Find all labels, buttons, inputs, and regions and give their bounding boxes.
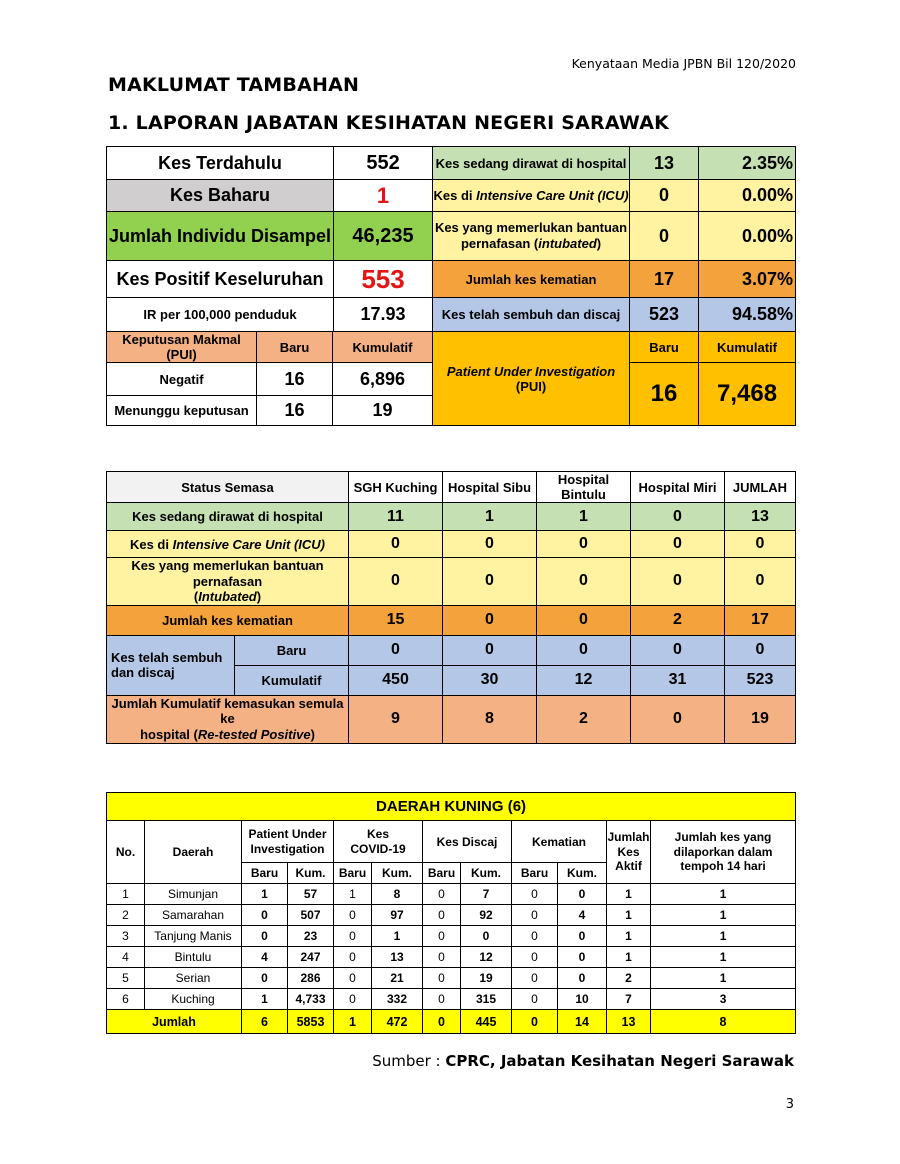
pui-row-label: Menunggu keputusan <box>107 396 257 426</box>
status-table <box>106 471 796 744</box>
pui-label: Patient Under Investigation (PUI) <box>433 332 630 426</box>
cell: 0 <box>242 968 288 989</box>
cell: 2 <box>631 605 725 635</box>
cell: 0 <box>537 531 631 558</box>
pui-table-header: Keputusan Makmal (PUI) <box>107 332 257 363</box>
sembuh-value: 523 <box>630 298 699 332</box>
table-row <box>107 989 796 1010</box>
cell: 0 <box>443 531 537 558</box>
pui-baru-value: 16 <box>630 363 699 426</box>
page-number: 3 <box>785 1097 794 1112</box>
cell: 4,733 <box>288 989 334 1010</box>
subheader-baru: Baru <box>423 863 461 884</box>
subheader-kum: Kum. <box>372 863 423 884</box>
cell: 332 <box>372 989 423 1010</box>
cell: 0 <box>512 968 558 989</box>
icu-value: 0 <box>630 180 699 212</box>
cell: 7 <box>607 989 651 1010</box>
icu-pct: 0.00% <box>699 180 796 212</box>
pui-row-kumulatif: 6,896 <box>333 363 433 396</box>
cell: 11 <box>349 503 443 531</box>
cell: 0 <box>334 947 372 968</box>
cell: 0 <box>349 531 443 558</box>
pui-row-kumulatif: 19 <box>333 396 433 426</box>
daerah-kuning-table <box>106 792 796 1034</box>
icu-label: Kes di Intensive Care Unit (ICU) <box>433 180 630 212</box>
header-no: No. <box>107 821 145 884</box>
column-header: Hospital Bintulu <box>537 472 631 503</box>
cell: 0 <box>349 558 443 606</box>
cell: 1 <box>242 884 288 905</box>
cell: 0 <box>512 905 558 926</box>
intubated-value: 0 <box>630 212 699 261</box>
cell: 1 <box>607 926 651 947</box>
cell: 0 <box>443 605 537 635</box>
cell: 30 <box>443 665 537 695</box>
pui-row-baru: 16 <box>257 363 333 396</box>
pui-col-kumulatif: Kumulatif <box>333 332 433 363</box>
cell: 0 <box>631 531 725 558</box>
cell: 0 <box>512 926 558 947</box>
cell: 1 <box>372 926 423 947</box>
table-row <box>107 968 796 989</box>
cell: 3 <box>107 926 145 947</box>
cell: 7 <box>461 884 512 905</box>
cell: 0 <box>423 884 461 905</box>
daerah-name: Samarahan <box>145 905 242 926</box>
cell: 0 <box>242 926 288 947</box>
cell: 0 <box>631 558 725 606</box>
ir-value: 17.93 <box>360 304 406 324</box>
table-row <box>107 884 796 905</box>
jumlah-disampel-label: Jumlah Individu Disampel <box>107 212 334 260</box>
cell: 6 <box>107 989 145 1010</box>
cell: 8 <box>372 884 423 905</box>
table-row <box>107 905 796 926</box>
cell: 13 <box>372 947 423 968</box>
cell: 21 <box>372 968 423 989</box>
cell: 5 <box>107 968 145 989</box>
cell: 31 <box>631 665 725 695</box>
cell: 523 <box>725 665 796 695</box>
cell: 0 <box>631 503 725 531</box>
subheader-baru: Baru <box>242 863 288 884</box>
cell: 0 <box>334 968 372 989</box>
section-title: 1. LAPORAN JABATAN KESIHATAN NEGERI SARAWAK <box>108 112 670 134</box>
row-label-hospital: Kes sedang dirawat di hospital <box>107 503 349 531</box>
kes-baharu-value: 1 <box>376 182 390 208</box>
subheader-baru: Baru <box>334 863 372 884</box>
total-cell: 445 <box>461 1010 512 1034</box>
total-row <box>107 1010 796 1034</box>
cell: 0 <box>631 635 725 665</box>
cell: 0 <box>537 635 631 665</box>
kes-terdahulu-label: Kes Terdahulu <box>107 147 334 179</box>
total-cell: 1 <box>334 1010 372 1034</box>
cell: 2 <box>107 905 145 926</box>
cell: 0 <box>423 968 461 989</box>
cell: 97 <box>372 905 423 926</box>
pui-row-baru: 16 <box>257 396 333 426</box>
kematian-value: 17 <box>630 261 699 298</box>
sembuh-label: Kes telah sembuh dan discaj <box>433 298 630 332</box>
column-header: Hospital Miri <box>631 472 725 503</box>
kuning-title: DAERAH KUNING (6) <box>107 793 796 821</box>
header-dilaporkan: Jumlah kes yang dilaporkan dalam tempoh 14 hari <box>651 821 796 884</box>
kes-positif-label: Kes Positif Keseluruhan <box>107 261 334 297</box>
cell: 9 <box>349 695 443 743</box>
cell: 0 <box>423 926 461 947</box>
cell: 4 <box>558 905 607 926</box>
document-reference: Kenyataan Media JPBN Bil 120/2020 <box>571 56 796 71</box>
row-sublabel-kumulatif: Kumulatif <box>235 665 349 695</box>
cell: 8 <box>443 695 537 743</box>
jumlah-disampel-value: 46,235 <box>334 212 433 260</box>
total-cell: 0 <box>423 1010 461 1034</box>
hospital-label: Kes sedang dirawat di hospital <box>433 147 630 180</box>
row-label-retested: Jumlah Kumulatif kemasukan semula ke hospital (Re-tested Positive) <box>107 695 349 743</box>
pui-row-label: Negatif <box>107 363 257 396</box>
row-label-intubated: Kes yang memerlukan bantuan pernafasan (Intubated) <box>107 558 349 606</box>
cell: 2 <box>537 695 631 743</box>
header-discaj: Kes Discaj <box>423 821 512 863</box>
cell: 0 <box>558 947 607 968</box>
daerah-name: Kuching <box>145 989 242 1010</box>
cell: 0 <box>423 989 461 1010</box>
cell: 0 <box>349 635 443 665</box>
header-daerah: Daerah <box>145 821 242 884</box>
cell: 1 <box>443 503 537 531</box>
total-cell: 8 <box>651 1010 796 1034</box>
cell: 0 <box>334 905 372 926</box>
cell: 0 <box>334 989 372 1010</box>
row-label-icu: Kes di Intensive Care Unit (ICU) <box>107 531 349 558</box>
cell: 450 <box>349 665 443 695</box>
cell: 0 <box>512 884 558 905</box>
total-cell: 6 <box>242 1010 288 1034</box>
pui-col-baru-right: Baru <box>630 332 699 363</box>
cell: 1 <box>651 947 796 968</box>
cell: 13 <box>725 503 796 531</box>
kes-positif-value: 553 <box>361 263 405 294</box>
cell: 1 <box>607 905 651 926</box>
cell: 15 <box>349 605 443 635</box>
cell: 286 <box>288 968 334 989</box>
cell: 17 <box>725 605 796 635</box>
kuning-rows <box>107 884 796 1010</box>
cell: 507 <box>288 905 334 926</box>
subheader-kum: Kum. <box>461 863 512 884</box>
cell: 1 <box>651 905 796 926</box>
cell: 0 <box>558 884 607 905</box>
cell: 0 <box>443 558 537 606</box>
cell: 0 <box>512 989 558 1010</box>
total-cell: 14 <box>558 1010 607 1034</box>
cell: 57 <box>288 884 334 905</box>
cell: 1 <box>651 884 796 905</box>
cell: 1 <box>107 884 145 905</box>
row-label-sembuh: Kes telah sembuh dan discaj <box>107 635 235 695</box>
cell: 2 <box>607 968 651 989</box>
subheader-kum: Kum. <box>288 863 334 884</box>
cell: 19 <box>461 968 512 989</box>
cell: 0 <box>443 635 537 665</box>
cell: 4 <box>242 947 288 968</box>
cell: 4 <box>107 947 145 968</box>
daerah-name: Tanjung Manis <box>145 926 242 947</box>
intubated-pct: 0.00% <box>699 212 796 261</box>
cell: 0 <box>423 905 461 926</box>
header-aktif: Jumlah Kes Aktif <box>607 821 651 884</box>
total-cell: 5853 <box>288 1010 334 1034</box>
cell: 1 <box>607 884 651 905</box>
header-kematian: Kematian <box>512 821 607 863</box>
cell: 0 <box>512 947 558 968</box>
source-note: Sumber : CPRC, Jabatan Kesihatan Negeri Sarawak <box>372 1052 794 1070</box>
kematian-label: Jumlah kes kematian <box>433 261 630 298</box>
cell: 1 <box>607 947 651 968</box>
cell: 1 <box>651 926 796 947</box>
status-header: Status Semasa <box>107 472 349 503</box>
cell: 0 <box>242 905 288 926</box>
header-kes: Kes COVID-19 <box>334 821 423 863</box>
cell: 0 <box>423 947 461 968</box>
daerah-name: Serian <box>145 968 242 989</box>
pui-kumulatif-value: 7,468 <box>699 363 796 426</box>
column-header: Hospital Sibu <box>443 472 537 503</box>
daerah-name: Simunjan <box>145 884 242 905</box>
kes-terdahulu-value: 552 <box>366 151 400 174</box>
total-cell: 13 <box>607 1010 651 1034</box>
cell: 0 <box>725 635 796 665</box>
cell: 0 <box>631 695 725 743</box>
cell: 0 <box>334 926 372 947</box>
cell: 12 <box>461 947 512 968</box>
column-header: SGH Kuching <box>349 472 443 503</box>
cell: 19 <box>725 695 796 743</box>
summary-table <box>106 146 796 426</box>
intubated-label: Kes yang memerlukan bantuan pernafasan (intubated) <box>433 212 630 261</box>
ir-label: IR per 100,000 penduduk <box>107 298 334 331</box>
cell: 10 <box>558 989 607 1010</box>
kematian-pct: 3.07% <box>699 261 796 298</box>
subheader-kum: Kum. <box>558 863 607 884</box>
page-title: MAKLUMAT TAMBAHAN <box>108 74 360 96</box>
cell: 0 <box>537 605 631 635</box>
cell: 247 <box>288 947 334 968</box>
table-row <box>107 926 796 947</box>
cell: 1 <box>537 503 631 531</box>
total-cell: 472 <box>372 1010 423 1034</box>
row-sublabel-baru: Baru <box>235 635 349 665</box>
column-header: JUMLAH <box>725 472 796 503</box>
sembuh-pct: 94.58% <box>699 298 796 332</box>
cell: 1 <box>334 884 372 905</box>
cell: 0 <box>461 926 512 947</box>
row-label-kematian: Jumlah kes kematian <box>107 605 349 635</box>
subheader-baru: Baru <box>512 863 558 884</box>
total-cell: 0 <box>512 1010 558 1034</box>
cell: 1 <box>242 989 288 1010</box>
cell: 0 <box>537 558 631 606</box>
pui-col-kumulatif-right: Kumulatif <box>699 332 796 363</box>
cell: 0 <box>725 531 796 558</box>
cell: 0 <box>725 558 796 606</box>
cell: 315 <box>461 989 512 1010</box>
daerah-name: Bintulu <box>145 947 242 968</box>
cell: 12 <box>537 665 631 695</box>
hospital-value: 13 <box>630 147 699 180</box>
hospital-pct: 2.35% <box>699 147 796 180</box>
cell: 23 <box>288 926 334 947</box>
pui-col-baru: Baru <box>257 332 333 363</box>
cell: 92 <box>461 905 512 926</box>
cell: 1 <box>651 968 796 989</box>
table-row <box>107 947 796 968</box>
cell: 0 <box>558 968 607 989</box>
total-label: Jumlah <box>107 1010 242 1034</box>
kes-baharu-label: Kes Baharu <box>107 180 334 211</box>
header-pui: Patient Under Investigation <box>242 821 334 863</box>
cell: 3 <box>651 989 796 1010</box>
cell: 0 <box>558 926 607 947</box>
